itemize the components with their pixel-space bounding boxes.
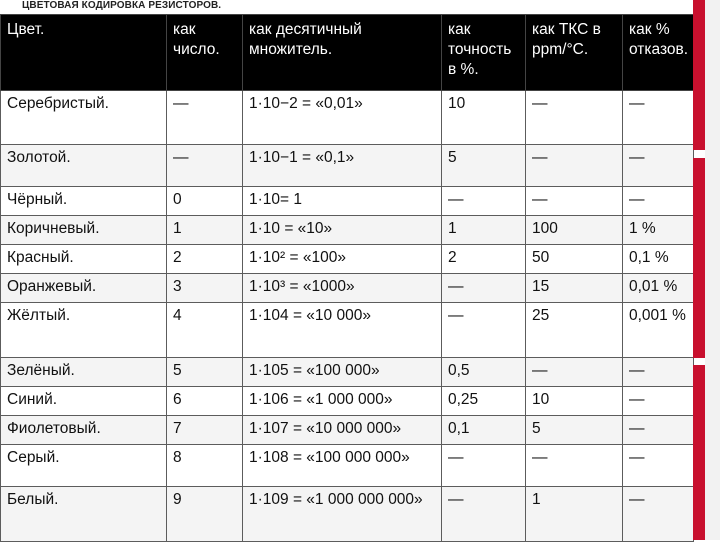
cell-multiplier: 1·10= 1 xyxy=(243,187,442,216)
page-right-edge xyxy=(705,0,720,540)
cell-multiplier: 1·10 = «10» xyxy=(243,216,442,245)
cell-tolerance: 2 xyxy=(442,245,526,274)
page-title: ЦВЕТОВАЯ КОДИРОВКА РЕЗИСТОРОВ. xyxy=(22,0,222,11)
cell-multiplier: 1·104 = «10 000» xyxy=(243,303,442,358)
cell-color: Коричневый. xyxy=(1,216,167,245)
table-row xyxy=(1,387,694,416)
cell-failure-rate: — xyxy=(623,487,694,542)
column-header-color: Цвет. xyxy=(1,15,167,91)
cell-multiplier: 1·105 = «100 000» xyxy=(243,358,442,387)
table-header-row xyxy=(1,15,694,91)
cell-tcr: 25 xyxy=(526,303,623,358)
cell-multiplier: 1·10² = «100» xyxy=(243,245,442,274)
column-header-multiplier: как десятичный множитель. xyxy=(243,15,442,91)
cell-tcr: 50 xyxy=(526,245,623,274)
cell-color: Оранжевый. xyxy=(1,274,167,303)
cell-tolerance: — xyxy=(442,303,526,358)
table-row xyxy=(1,187,694,216)
table-row xyxy=(1,216,694,245)
cell-tcr: 5 xyxy=(526,416,623,445)
cell-tolerance: 5 xyxy=(442,145,526,187)
cell-number: 2 xyxy=(167,245,243,274)
cell-number: 5 xyxy=(167,358,243,387)
cell-color: Зелёный. xyxy=(1,358,167,387)
cell-color: Серебристый. xyxy=(1,91,167,145)
cell-tcr: — xyxy=(526,187,623,216)
cell-failure-rate: — xyxy=(623,91,694,145)
cell-tolerance: 0,25 xyxy=(442,387,526,416)
decorative-stripe xyxy=(693,365,705,540)
cell-number: 4 xyxy=(167,303,243,358)
cell-multiplier: 1·106 = «1 000 000» xyxy=(243,387,442,416)
cell-failure-rate: — xyxy=(623,445,694,487)
cell-number: 3 xyxy=(167,274,243,303)
cell-failure-rate: — xyxy=(623,416,694,445)
cell-multiplier: 1·10−2 = «0,01» xyxy=(243,91,442,145)
cell-number: — xyxy=(167,145,243,187)
cell-multiplier: 1·109 = «1 000 000 000» xyxy=(243,487,442,542)
cell-number: — xyxy=(167,91,243,145)
cell-color: Фиолетовый. xyxy=(1,416,167,445)
cell-failure-rate: — xyxy=(623,358,694,387)
cell-tolerance: — xyxy=(442,445,526,487)
cell-color: Золотой. xyxy=(1,145,167,187)
cell-tolerance: 10 xyxy=(442,91,526,145)
cell-tolerance: 0,1 xyxy=(442,416,526,445)
cell-number: 9 xyxy=(167,487,243,542)
cell-color: Жёлтый. xyxy=(1,303,167,358)
table-row xyxy=(1,416,694,445)
table-row xyxy=(1,145,694,187)
cell-tcr: — xyxy=(526,358,623,387)
cell-tcr: — xyxy=(526,145,623,187)
cell-failure-rate: 0,1 % xyxy=(623,245,694,274)
cell-color: Белый. xyxy=(1,487,167,542)
cell-failure-rate: 1 % xyxy=(623,216,694,245)
cell-number: 1 xyxy=(167,216,243,245)
cell-multiplier: 1·10³ = «1000» xyxy=(243,274,442,303)
cell-failure-rate: 0,01 % xyxy=(623,274,694,303)
cell-tolerance: 1 xyxy=(442,216,526,245)
cell-failure-rate: — xyxy=(623,145,694,187)
table-row xyxy=(1,358,694,387)
cell-multiplier: 1·108 = «100 000 000» xyxy=(243,445,442,487)
column-header-tcr: как ТКС в ppm/°C. xyxy=(526,15,623,91)
cell-color: Чёрный. xyxy=(1,187,167,216)
cell-tcr: — xyxy=(526,445,623,487)
cell-number: 0 xyxy=(167,187,243,216)
cell-color: Серый. xyxy=(1,445,167,487)
table-row xyxy=(1,487,694,542)
cell-tolerance: — xyxy=(442,274,526,303)
cell-tcr: 1 xyxy=(526,487,623,542)
cell-color: Синий. xyxy=(1,387,167,416)
cell-multiplier: 1·107 = «10 000 000» xyxy=(243,416,442,445)
cell-number: 7 xyxy=(167,416,243,445)
table-row xyxy=(1,245,694,274)
decorative-stripe xyxy=(693,0,705,150)
cell-color: Красный. xyxy=(1,245,167,274)
cell-failure-rate: — xyxy=(623,187,694,216)
cell-number: 8 xyxy=(167,445,243,487)
cell-tcr: 100 xyxy=(526,216,623,245)
table-row xyxy=(1,445,694,487)
cell-tolerance: — xyxy=(442,487,526,542)
cell-number: 6 xyxy=(167,387,243,416)
column-header-number: как число. xyxy=(167,15,243,91)
cell-tcr: 15 xyxy=(526,274,623,303)
column-header-tolerance: как точность в %. xyxy=(442,15,526,91)
resistor-color-code-table xyxy=(0,14,694,542)
cell-failure-rate: — xyxy=(623,387,694,416)
column-header-failure-rate: как % отказов. xyxy=(623,15,694,91)
decorative-stripe xyxy=(693,158,705,358)
cell-tcr: 10 xyxy=(526,387,623,416)
cell-failure-rate: 0,001 % xyxy=(623,303,694,358)
table-row xyxy=(1,91,694,145)
table-row xyxy=(1,303,694,358)
table-row xyxy=(1,274,694,303)
cell-tolerance: 0,5 xyxy=(442,358,526,387)
cell-tolerance: — xyxy=(442,187,526,216)
cell-multiplier: 1·10−1 = «0,1» xyxy=(243,145,442,187)
cell-tcr: — xyxy=(526,91,623,145)
